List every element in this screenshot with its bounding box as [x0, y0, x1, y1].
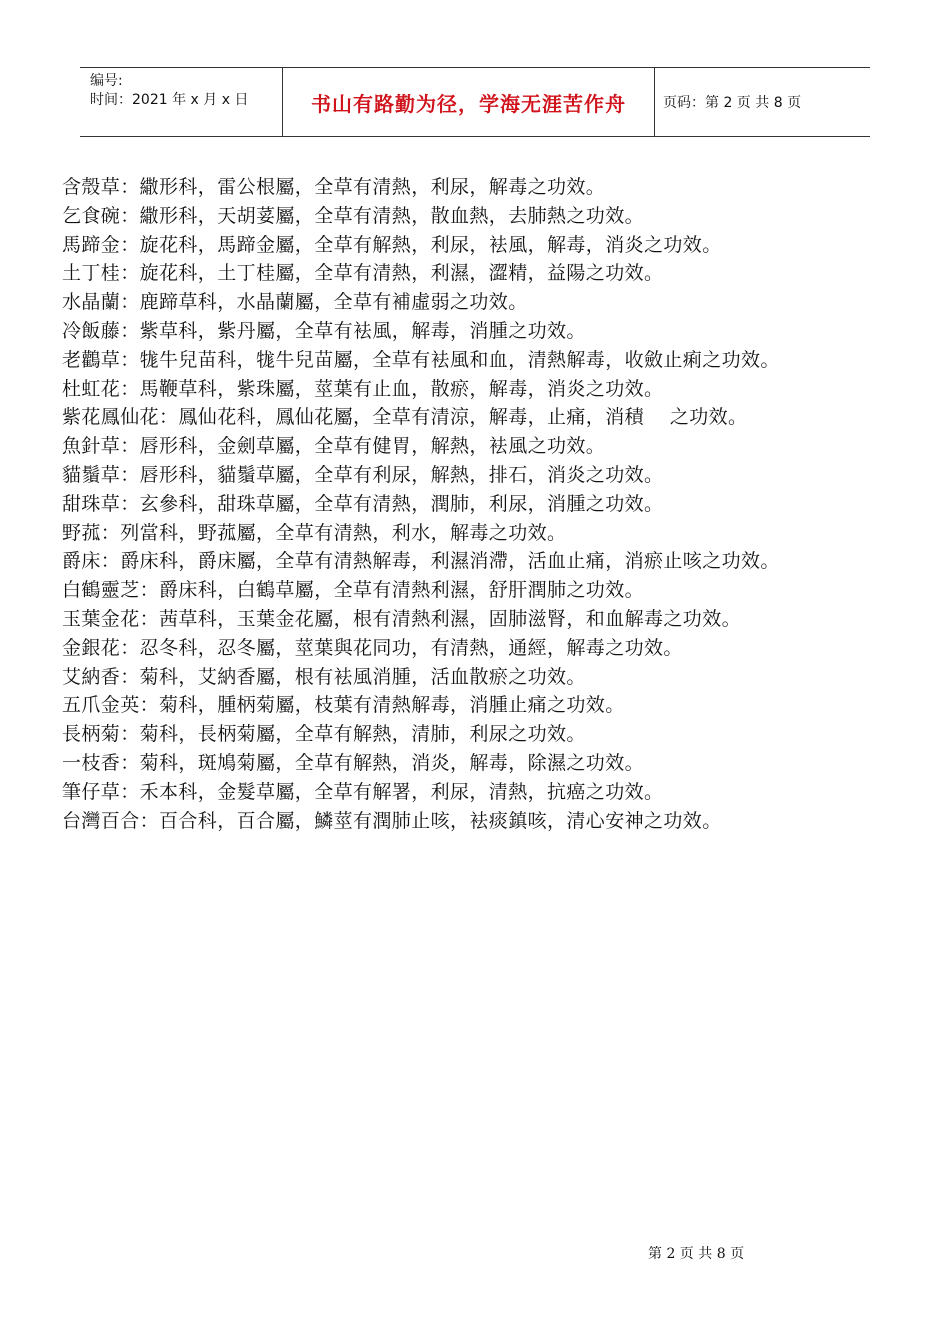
herb-entry: 白鶴靈芝：爵床科，白鶴草屬，全草有清熱利濕，舒肝潤肺之功效。 — [62, 579, 645, 602]
footer-page-number: 第 2 页 共 8 页 — [648, 1246, 745, 1262]
header-page-cell — [655, 68, 870, 136]
herb-entry: 冷飯藤：紫草科，紫丹屬，全草有袪風，解毒，消腫之功效。 — [62, 319, 586, 342]
herb-entry: 貓鬚草：唇形科，貓鬚草屬，全草有利尿，解熱，排石，消炎之功效。 — [62, 463, 664, 486]
herb-entry: 野菰：列當科，野菰屬，全草有清熱，利水，解毒之功效。 — [62, 521, 567, 544]
herb-entry: 杜虹花：馬鞭草科，紫珠屬，莖葉有止血，散瘀，解毒，消炎之功效。 — [62, 377, 664, 400]
page-footer — [648, 1243, 744, 1263]
herb-entry: 甜珠草：玄參科，甜珠草屬，全草有清熱，潤肺，利尿，消腫之功效。 — [62, 492, 664, 515]
herb-entry: 魚針草：唇形科，金劍草屬，全草有健胃，解熱，袪風之功效。 — [62, 435, 606, 458]
header-motto: 书山有路勤为径，学海无涯苦作舟 — [311, 91, 626, 116]
herb-entry: 台灣百合：百合科，百合屬，鱗莖有潤肺止咳，袪痰鎮咳，清心安神之功效。 — [62, 809, 722, 832]
document-date-label: 时间：2021 年 x 月 x 日 — [90, 92, 249, 108]
herb-entry: 艾納香：菊科，艾納香屬，根有袪風消腫，活血散瘀之功效。 — [62, 665, 586, 688]
herb-entry: 水晶蘭：鹿蹄草科，水晶蘭屬，全草有補虛弱之功效。 — [62, 291, 528, 314]
document-number-label: 编号: — [90, 73, 123, 89]
herb-entry: 含殼草：繖形科，雷公根屬，全草有清熱，利尿，解毒之功效。 — [62, 176, 606, 198]
herb-entry: 土丁桂：旋花科，土丁桂屬，全草有清熱，利濕，澀精，益陽之功效。 — [62, 262, 664, 285]
herb-entry: 紫花鳳仙花：鳳仙花科，鳳仙花屬，全草有清涼，解毒，止痛，消積 之功效。 — [62, 406, 748, 429]
herb-entry: 爵床：爵床科，爵床屬，全草有清熱解毒，利濕消滯，活血止痛，消瘀止咳之功效。 — [62, 550, 780, 573]
herb-entry: 五爪金英：菊科，腫柄菊屬，枝葉有清熱解毒，消腫止痛之功效。 — [62, 694, 625, 717]
herb-entry: 長柄菊：菊科，長柄菊屬，全草有解熱，清肺，利尿之功效。 — [62, 723, 586, 746]
page-header — [80, 67, 870, 137]
herb-entry: 一枝香：菊科，斑鳩菊屬，全草有解熱，消炎，解毒，除濕之功效。 — [62, 751, 645, 774]
herb-entry: 金銀花：忍冬科，忍冬屬，莖葉與花同功，有清熱，通經，解毒之功效。 — [62, 636, 683, 659]
header-page-info: 页码：第 2 页 共 8 页 — [663, 95, 802, 111]
herb-entry: 馬蹄金：旋花科，馬蹄金屬，全草有解熱，利尿，袪風，解毒，消炎之功效。 — [62, 233, 722, 256]
header-motto-cell — [283, 68, 655, 136]
herb-entry: 筆仔草：禾本科，金髮草屬，全草有解署，利尿，清熱，抗癌之功效。 — [62, 780, 664, 803]
herb-list — [62, 173, 902, 835]
herb-entry: 玉葉金花：茜草科，玉葉金花屬，根有清熱利濕，固肺滋腎，和血解毒之功效。 — [62, 607, 742, 630]
header-meta — [80, 68, 283, 136]
herb-entry: 乞食碗：繖形科，天胡荽屬，全草有清熱，散血熱，去肺熱之功效。 — [62, 204, 645, 227]
herb-entry: 老鸛草：牻牛兒苗科，牻牛兒苗屬，全草有袪風和血，清熱解毒，收斂止痢之功效。 — [62, 348, 780, 371]
